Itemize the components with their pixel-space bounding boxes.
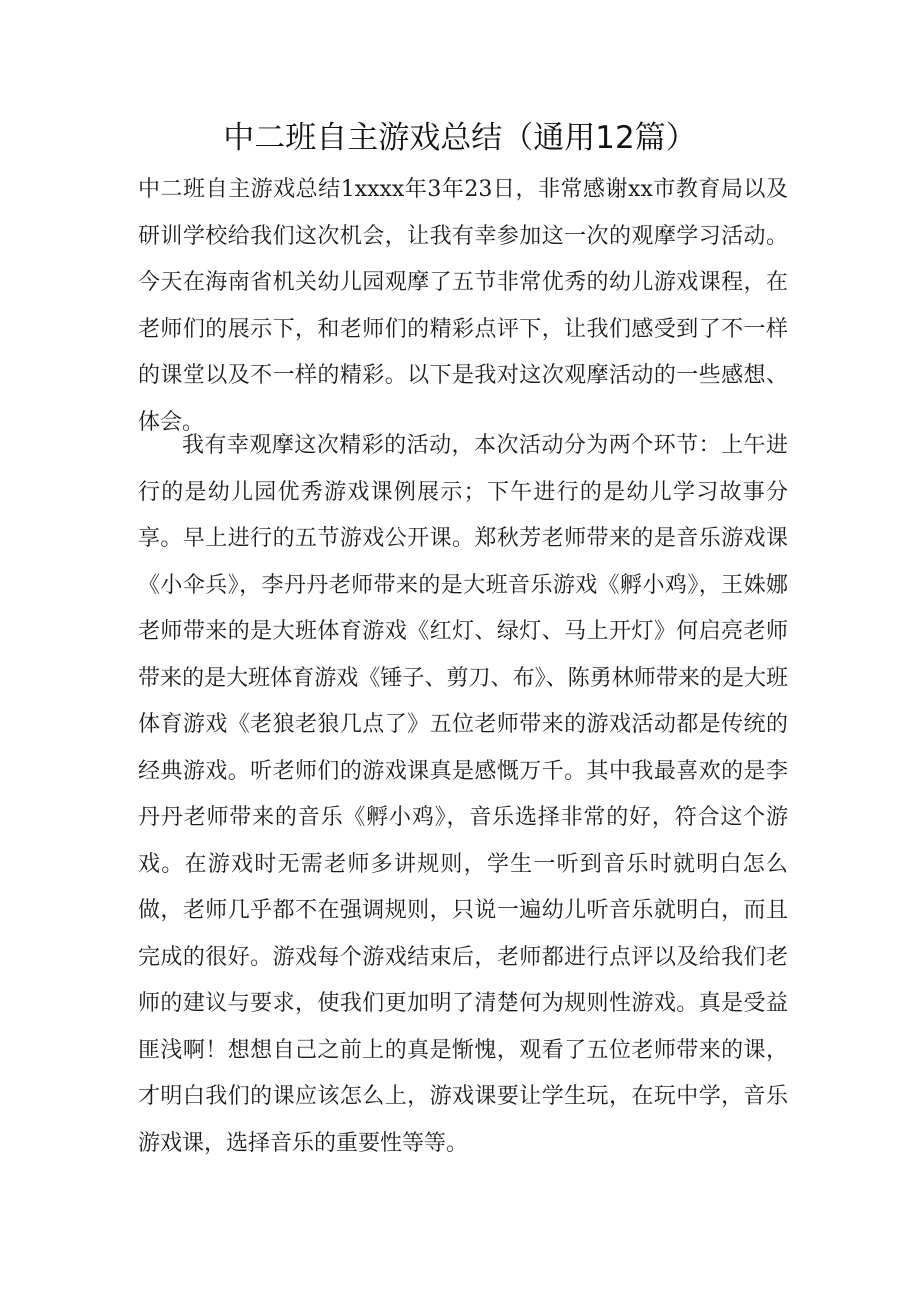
- document-title: 中二班自主游戏总结（通用12篇）: [223, 120, 697, 156]
- paragraph-1: 中二班自主游戏总结1xxxx年3年23日，非常感谢xx市教育局以及研训学校给我们这次机会，让我有幸参加这一次的观摩学习活动。今天在海南省机关幼儿园观摩了五节非常优秀的幼儿游戏课程，在老师们的展示下，和老师们的精彩点评下，让我们感受到了不一样的课堂以及不一样的精彩。以下是我对这次观摩活动的一些感想、体会。: [138, 177, 788, 435]
- paragraph-2: 我有幸观摩这次精彩的活动，本次活动分为两个环节：上午进行的是幼儿园优秀游戏课例展示；下午进行的是幼儿学习故事分享。早上进行的五节游戏公开课。郑秋芳老师带来的是音乐游戏课《小伞兵》，李丹丹老师带来的是大班音乐游戏《孵小鸡》，王姝娜老师带来的是大班体育游戏《红灯、绿灯、马上开灯》何启亮老师带来的是大班体育游戏《锤子、剪刀、布》、陈勇林师带来的是大班体育游戏《老狼老狼几点了》五位老师带来的游戏活动都是传统的经典游戏。听老师们的游戏课真是感慨万千。其中我最喜欢的是李丹丹老师带来的音乐《孵小鸡》，音乐选择非常的好，符合这个游戏。在游戏时无需老师多讲规则，学生一听到音乐时就明白怎么做，老师几乎都不在强调规则，只说一遍幼儿听音乐就明白，而且完成的很好。游戏每个游戏结束后，老师都进行点评以及给我们老师的建议与要求，使我们更加明了清楚何为规则性游戏。真是受益匪浅啊！想想自己之前上的真是惭愧，观看了五位老师带来的课，才明白我们的课应该怎么上，游戏课要让学生玩，在玩中学，音乐游戏课，选择音乐的重要性等等。: [138, 433, 788, 1156]
